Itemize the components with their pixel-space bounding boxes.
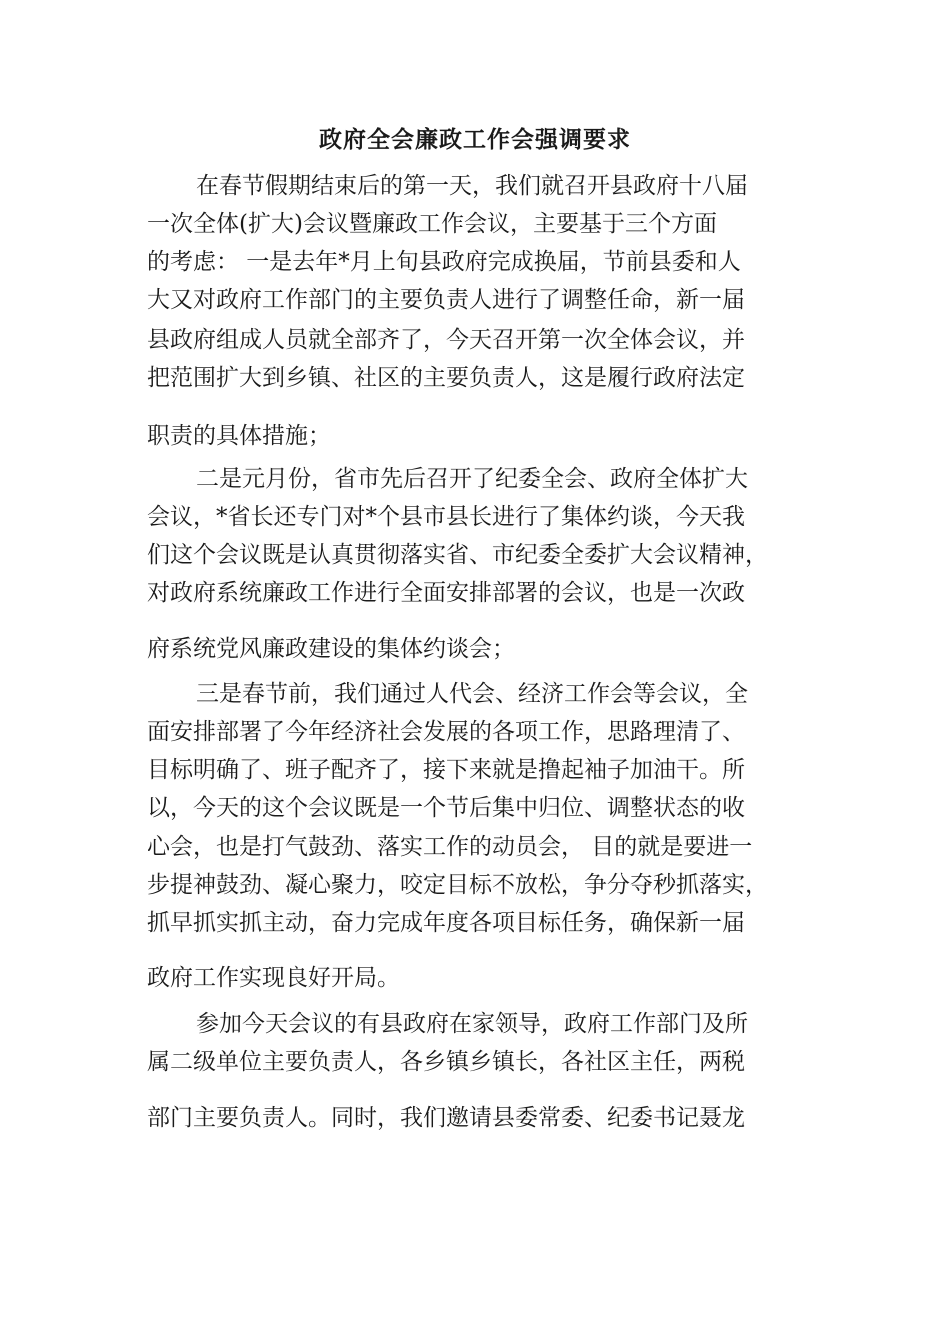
text-line: 会议，*省长还专门对*个县市县长进行了集体约谈，今天我: [147, 504, 745, 530]
text-line: 参加今天会议的有县政府在家领导，政府工作部门及所: [196, 1011, 748, 1037]
text-line: 目标明确了、班子配齐了，接下来就是撸起袖子加油干。所: [147, 757, 745, 783]
text-line: 面安排部署了今年经济社会发展的各项工作，思路理清了、: [147, 719, 745, 745]
document-title: 政府全会廉政工作会强调要求: [319, 126, 631, 153]
text-line: 把范围扩大到乡镇、社区的主要负责人，这是履行政府法定: [147, 365, 745, 391]
text-line: 一次全体(扩大)会议暨廉政工作会议，主要基于三个方面: [147, 211, 717, 237]
text-line: 心会，也是打气鼓劲、落实工作的动员会， 目的就是要进一: [147, 834, 753, 860]
text-line: 府系统党风廉政建设的集体约谈会；: [147, 636, 515, 662]
text-line: 三是春节前，我们通过人代会、经济工作会等会议，全: [196, 681, 748, 707]
text-line: 步提神鼓劲、凝心聚力，咬定目标不放松，争分夺秒抓落实，: [147, 872, 768, 898]
text-line: 们这个会议既是认真贯彻落实省、市纪委全委扩大会议精神，: [147, 542, 768, 568]
text-line: 二是元月份，省市先后召开了纪委全会、政府全体扩大: [196, 466, 748, 492]
text-line: 县政府组成人员就全部齐了，今天召开第一次全体会议，并: [147, 327, 745, 353]
text-line: 部门主要负责人。同时，我们邀请县委常委、纪委书记聂龙: [147, 1105, 745, 1131]
text-line: 大又对政府工作部门的主要负责人进行了调整任命，新一届: [147, 287, 745, 313]
text-line: 的考虑： 一是去年*月上旬县政府完成换届，节前县委和人: [147, 249, 741, 275]
text-line: 抓早抓实抓主动，奋力完成年度各项目标任务，确保新一届: [147, 910, 745, 936]
text-line: 在春节假期结束后的第一天，我们就召开县政府十八届: [196, 173, 748, 199]
text-line: 对政府系统廉政工作进行全面安排部署的会议，也是一次政: [147, 580, 745, 606]
text-line: 以，今天的这个会议既是一个节后集中归位、调整状态的收: [147, 795, 745, 821]
text-line: 属二级单位主要负责人，各乡镇乡镇长，各社区主任，两税: [147, 1049, 745, 1075]
text-line: 职责的具体措施；: [147, 423, 331, 449]
text-line: 政府工作实现良好开局。: [147, 965, 400, 991]
